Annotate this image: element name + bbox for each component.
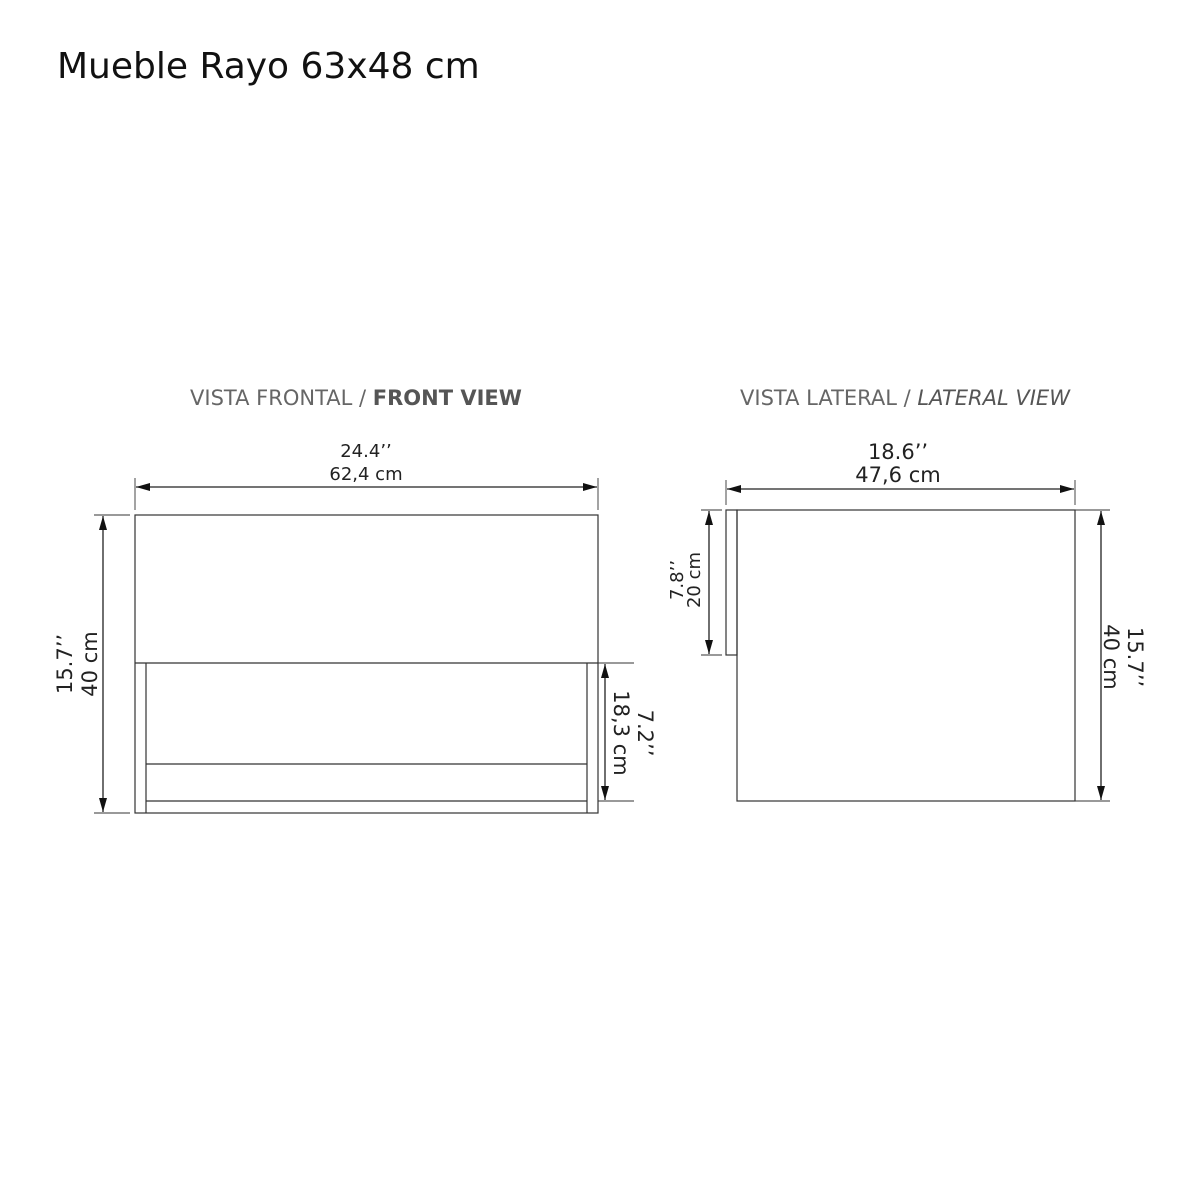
front-width-cm: 62,4 cm bbox=[329, 464, 403, 485]
lateral-view-title bbox=[740, 386, 1071, 410]
front-view-title-regular: VISTA FRONTAL / bbox=[190, 386, 373, 410]
front-height-cm: 40 cm bbox=[78, 631, 102, 697]
lateral-width-in: 18.6’’ bbox=[867, 440, 929, 464]
lateral-cabinet-outline bbox=[737, 510, 1075, 801]
front-width-in: 24.4’’ bbox=[340, 441, 392, 462]
front-shelf-cm: 18,3 cm bbox=[609, 690, 633, 776]
lateral-drawer-in: 7.8’’ bbox=[667, 559, 688, 601]
lateral-height-cm: 40 cm bbox=[1099, 624, 1123, 690]
lateral-view-title-italic: LATERAL VIEW bbox=[917, 386, 1070, 410]
front-height-in: 15.7’’ bbox=[53, 633, 77, 695]
lateral-drawer-front bbox=[726, 510, 737, 655]
lateral-view-title-regular: VISTA LATERAL / bbox=[740, 386, 918, 410]
lateral-view bbox=[667, 386, 1147, 801]
front-view bbox=[53, 386, 657, 813]
lateral-drawer-cm: 20 cm bbox=[684, 551, 705, 609]
front-shelf-in: 7.2’’ bbox=[633, 709, 657, 757]
front-view-title bbox=[190, 386, 522, 410]
lateral-height-in: 15.7’’ bbox=[1123, 626, 1147, 688]
front-view-title-bold: FRONT VIEW bbox=[372, 386, 522, 410]
front-cabinet-outline bbox=[135, 515, 598, 813]
lateral-width-cm: 47,6 cm bbox=[855, 463, 941, 487]
page-title: Mueble Rayo 63x48 cm bbox=[57, 46, 480, 87]
